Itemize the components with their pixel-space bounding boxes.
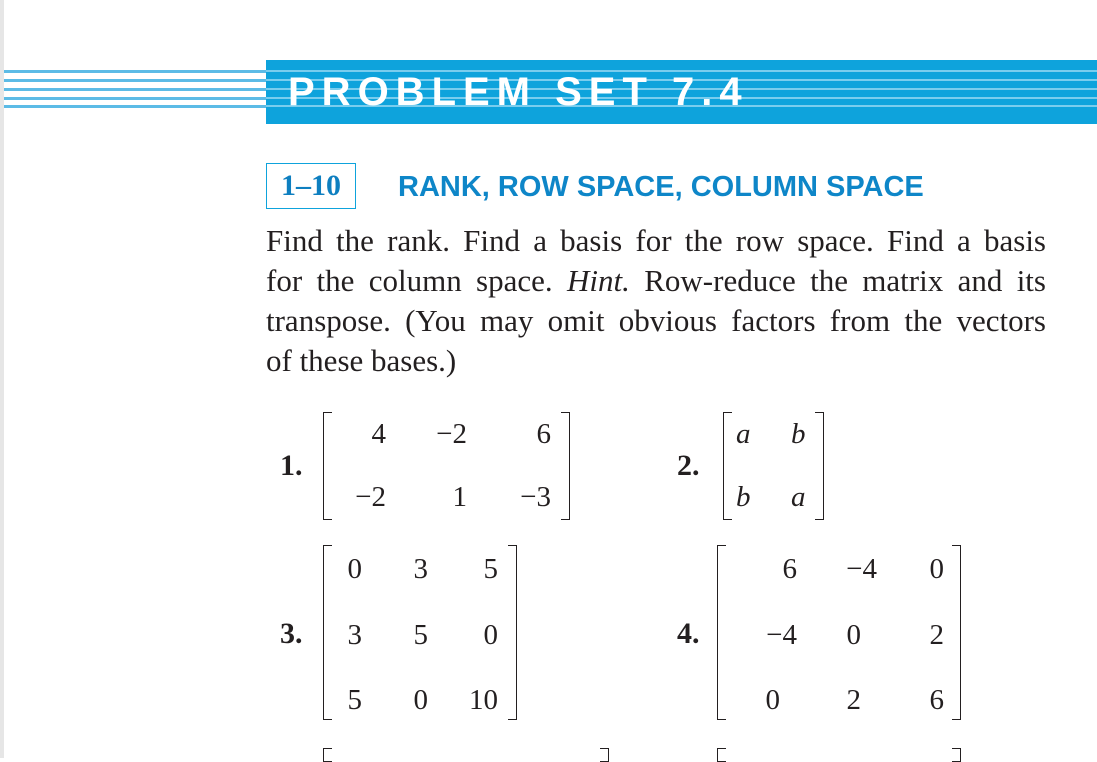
right-bracket — [508, 545, 517, 720]
matrix-cell: −2 — [355, 481, 386, 513]
instructions-line: transpose. (You may omit obvious factors from the vectors — [266, 303, 1046, 338]
problem-number: 3. — [280, 617, 303, 650]
matrix-problem-4 — [717, 545, 961, 720]
matrix-cell: 2 — [929, 619, 944, 651]
left-bracket — [323, 545, 332, 720]
matrix-cell: 2 — [846, 684, 861, 716]
matrix-cell: −3 — [520, 481, 551, 513]
matrix-problem-6-partial — [717, 748, 961, 758]
matrix-problem-3 — [323, 545, 517, 720]
matrix-cell: 5 — [413, 619, 428, 651]
hint-label: Hint. — [567, 263, 630, 298]
matrix-cell: −4 — [766, 619, 797, 651]
matrix-problem-1 — [323, 412, 570, 520]
right-bracket — [952, 545, 961, 720]
matrix-cell: 6 — [929, 684, 944, 716]
matrix-cell: a — [736, 418, 751, 450]
left-bracket — [717, 748, 726, 762]
matrix-cell: 3 — [413, 553, 428, 585]
right-bracket — [561, 412, 570, 520]
problem-set-banner — [266, 60, 1097, 124]
matrix-cell: 5 — [347, 684, 362, 716]
right-bracket — [815, 412, 824, 520]
matrix-cell: 0 — [347, 553, 362, 585]
instructions-line: Find the rank. Find a basis for the row space. Find a basis — [266, 223, 1046, 258]
left-bracket — [717, 545, 726, 720]
matrix-cell: −2 — [436, 418, 467, 450]
matrix-cell: 3 — [347, 619, 362, 651]
instructions-text: Row-reduce the matrix and its — [629, 263, 1046, 298]
problem-range-badge: 1–10 — [266, 163, 356, 209]
matrix-cell: 10 — [469, 684, 498, 716]
matrix-cell: a — [791, 481, 806, 513]
section-title: RANK, ROW SPACE, COLUMN SPACE — [398, 171, 924, 203]
instructions-text: for the column space. — [266, 263, 568, 298]
matrix-problem-2 — [723, 412, 824, 520]
left-bracket — [323, 748, 332, 762]
instructions-paragraph — [266, 221, 1046, 381]
matrix-cell: 0 — [929, 553, 944, 585]
left-bracket — [323, 412, 332, 520]
page-edge — [0, 0, 4, 758]
matrix-cell: −4 — [846, 553, 877, 585]
page-title: PROBLEM SET 7.4 — [288, 70, 749, 114]
matrix-cell: b — [736, 481, 751, 513]
matrix-cell: 6 — [782, 553, 797, 585]
matrix-cell: 0 — [413, 684, 428, 716]
matrix-cell: 5 — [483, 553, 498, 585]
matrix-problem-5-partial — [323, 748, 609, 758]
problem-number: 1. — [280, 449, 303, 482]
right-bracket — [952, 748, 961, 762]
matrix-cell: 0 — [765, 684, 780, 716]
header-decorative-lines — [4, 70, 266, 110]
right-bracket — [600, 748, 609, 762]
matrix-cell: 6 — [536, 418, 551, 450]
instructions-line: of these bases.) — [266, 343, 457, 378]
problem-number: 4. — [677, 617, 700, 650]
instructions-line — [266, 261, 1046, 301]
matrix-cell: 4 — [371, 418, 386, 450]
matrix-cell: 0 — [846, 619, 861, 651]
matrix-cell: 1 — [452, 481, 467, 513]
problem-number: 2. — [677, 449, 700, 482]
left-bracket — [723, 412, 732, 520]
matrix-cell: b — [791, 418, 806, 450]
matrix-cell: 0 — [483, 619, 498, 651]
